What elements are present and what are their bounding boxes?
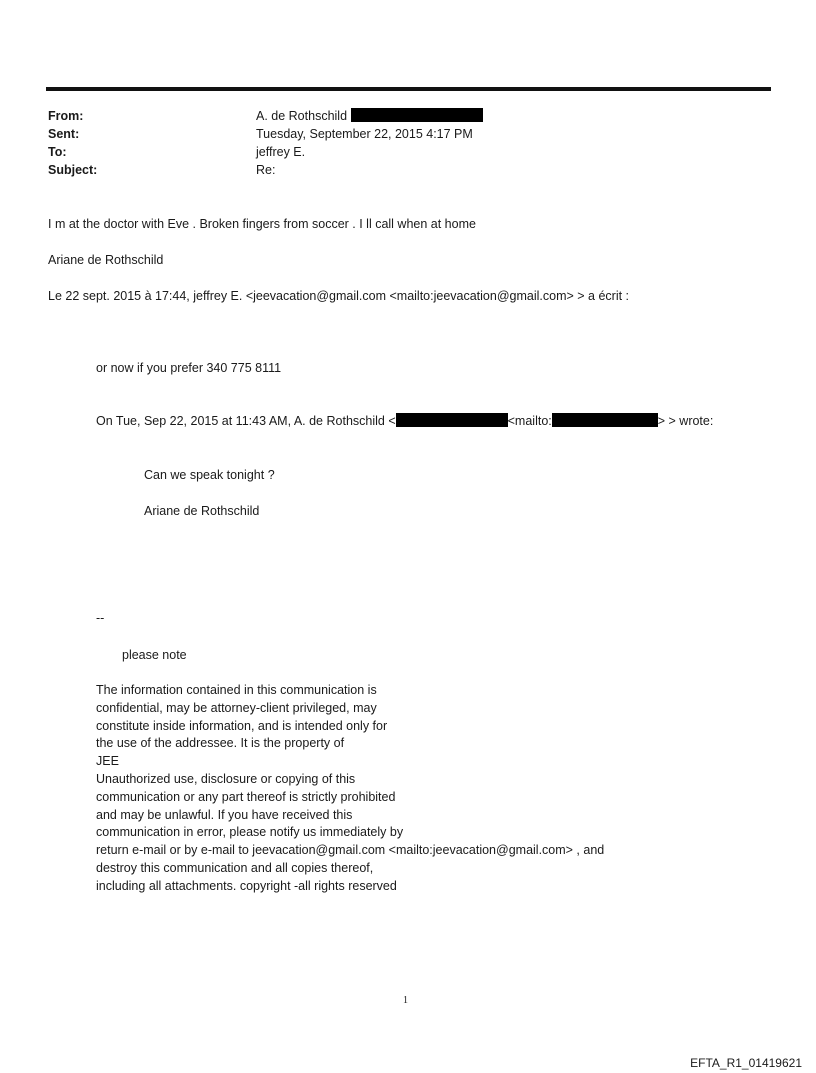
redaction-box xyxy=(396,413,508,427)
sent-value: Tuesday, September 22, 2015 4:17 PM xyxy=(256,127,473,141)
from-value xyxy=(256,107,483,125)
redaction-box xyxy=(351,108,483,122)
question-line: Can we speak tonight ? xyxy=(144,468,275,482)
on-tue-prefix: On Tue, Sep 22, 2015 at 11:43 AM, A. de Rothschild < xyxy=(96,414,396,428)
to-value: jeffrey E. xyxy=(256,145,306,159)
reply-line: or now if you prefer 340 775 8111 xyxy=(96,361,282,375)
disclaimer-line: communication in error, please notify us immediately by xyxy=(96,825,404,840)
redaction-box xyxy=(552,413,658,427)
on-tue-line xyxy=(96,412,713,430)
disclaimer-line: return e-mail or by e-mail to jeevacation@gmail.com <mailto:jeevacation@gmail.com> , and xyxy=(96,843,605,858)
signature-2: Ariane de Rothschild xyxy=(144,504,260,518)
to-label: To: xyxy=(48,145,67,159)
disclaimer-line: the use of the addressee. It is the property of xyxy=(96,736,345,751)
disclaimer xyxy=(96,682,604,896)
from-label: From: xyxy=(48,109,84,123)
disclaimer-line: JEE xyxy=(96,754,119,769)
please-note: please note xyxy=(122,648,187,662)
disclaimer-line: communication or any part thereof is strictly prohibited xyxy=(96,789,396,804)
disclaimer-line: The information contained in this communication is xyxy=(96,683,377,697)
disclaimer-line: Unauthorized use, disclosure or copying of this xyxy=(96,771,356,786)
document-id: EFTA_R1_01419621 xyxy=(690,1056,802,1070)
header-rule xyxy=(46,87,771,91)
subject-value: Re: xyxy=(256,163,276,177)
mailto-text: <mailto: xyxy=(507,414,552,428)
from-name: A. de Rothschild xyxy=(256,109,348,123)
quote-intro: Le 22 sept. 2015 à 17:44, jeffrey E. <jeevacation@gmail.com <mailto:jeevacation@gmail.com> > a écrit : xyxy=(48,289,630,303)
signature-1: Ariane de Rothschild xyxy=(48,253,164,267)
wrote-suffix: > > wrote: xyxy=(657,414,714,428)
disclaimer-line: and may be unlawful. If you have received this xyxy=(96,807,353,822)
subject-label: Subject: xyxy=(48,163,98,177)
disclaimer-line: constitute inside information, and is intended only for xyxy=(96,718,388,733)
sent-label: Sent: xyxy=(48,127,80,141)
disclaimer-line: destroy this communication and all copies thereof, xyxy=(96,860,374,875)
body-line-1: I m at the doctor with Eve . Broken fingers from soccer . I ll call when at home xyxy=(48,217,476,231)
disclaimer-line: including all attachments. copyright -all rights reserved xyxy=(96,878,397,893)
disclaimer-line: confidential, may be attorney-client privileged, may xyxy=(96,700,377,715)
page-number: 1 xyxy=(403,995,408,1006)
dashes: -- xyxy=(96,611,105,625)
